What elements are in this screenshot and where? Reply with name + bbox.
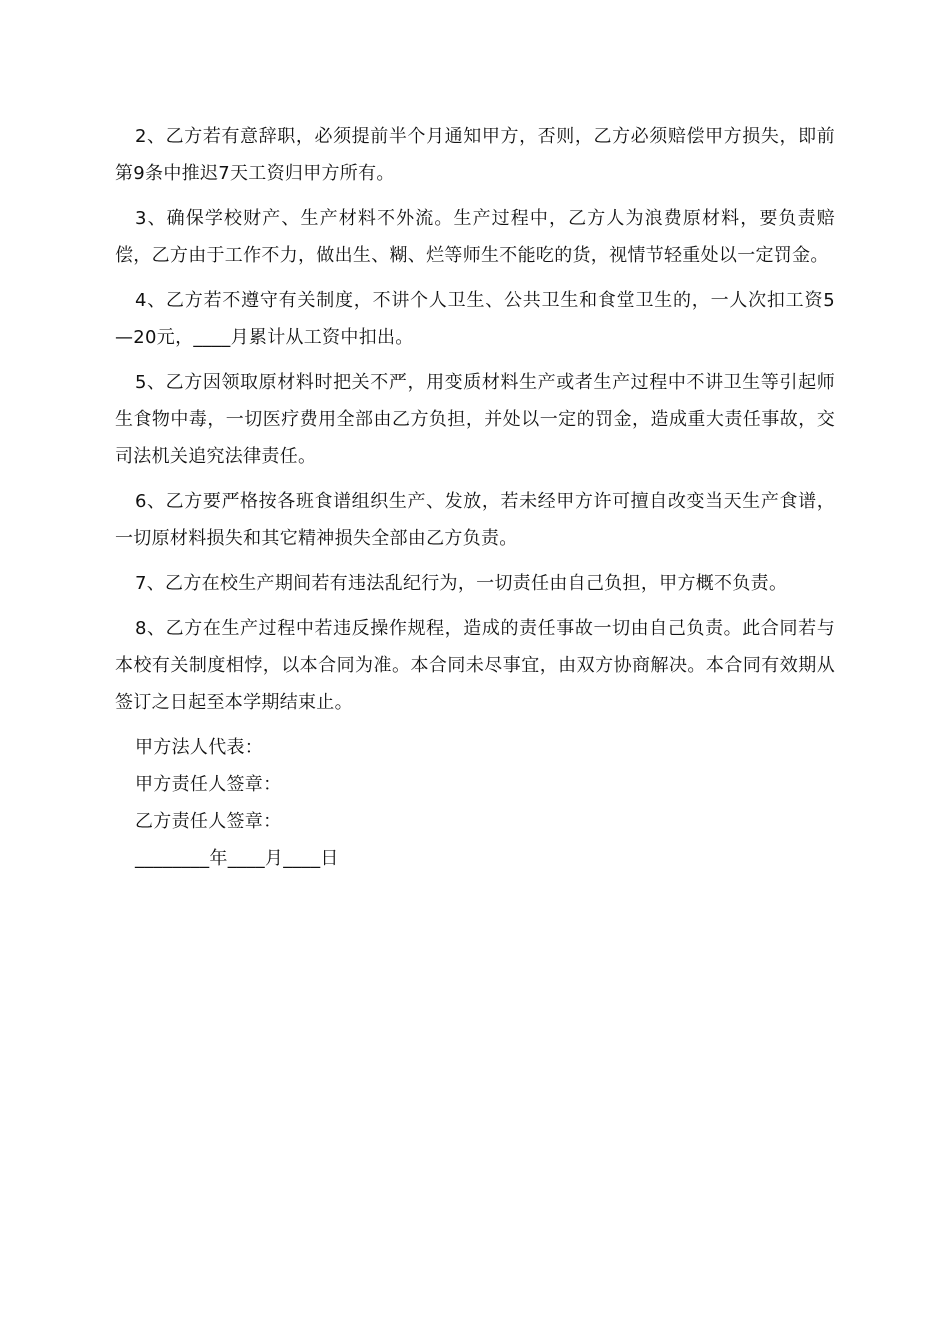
- contract-page: [115, 118, 835, 877]
- clause-6: 6、乙方要严格按各班食谱组织生产、发放，若未经甲方许可擅自改变当天生产食谱，一切原材料损失和其它精神损失全部由乙方负责。: [115, 491, 835, 549]
- clause-4: 4、乙方若不遵守有关制度，不讲个人卫生、公共卫生和食堂卫生的，一人次扣工资5—20元，____月累计从工资中扣出。: [115, 290, 835, 348]
- date-line: ________年____月____日: [135, 848, 339, 869]
- clause-8: 8、乙方在生产过程中若违反操作规程，造成的责任事故一切由自己负责。此合同若与本校有关制度相悖，以本合同为准。本合同未尽事宜，由双方协商解决。本合同有效期从签订之日起至本学期结束止。: [115, 618, 835, 713]
- clause-3: 3、确保学校财产、生产材料不外流。生产过程中，乙方人为浪费原材料，要负责赔偿，乙方由于工作不力，做出生、糊、烂等师生不能吃的货，视情节轻重处以一定罚金。: [115, 208, 835, 266]
- clause-2: 2、乙方若有意辞职，必须提前半个月通知甲方，否则，乙方必须赔偿甲方损失，即前第9条中推迟7天工资归甲方所有。: [115, 126, 835, 184]
- party-a-legal-rep-line: 甲方法人代表：: [135, 737, 264, 758]
- party-a-responsible-signature-line: 甲方责任人签章：: [135, 774, 282, 795]
- party-b-responsible-signature-line: 乙方责任人签章：: [135, 811, 282, 832]
- clause-5: 5、乙方因领取原材料时把关不严，用变质材料生产或者生产过程中不讲卫生等引起师生食物中毒，一切医疗费用全部由乙方负担，并处以一定的罚金，造成重大责任事故，交司法机关追究法律责任。: [115, 372, 835, 467]
- clause-7: 7、乙方在校生产期间若有违法乱纪行为，一切责任由自己负担，甲方概不负责。: [135, 573, 788, 594]
